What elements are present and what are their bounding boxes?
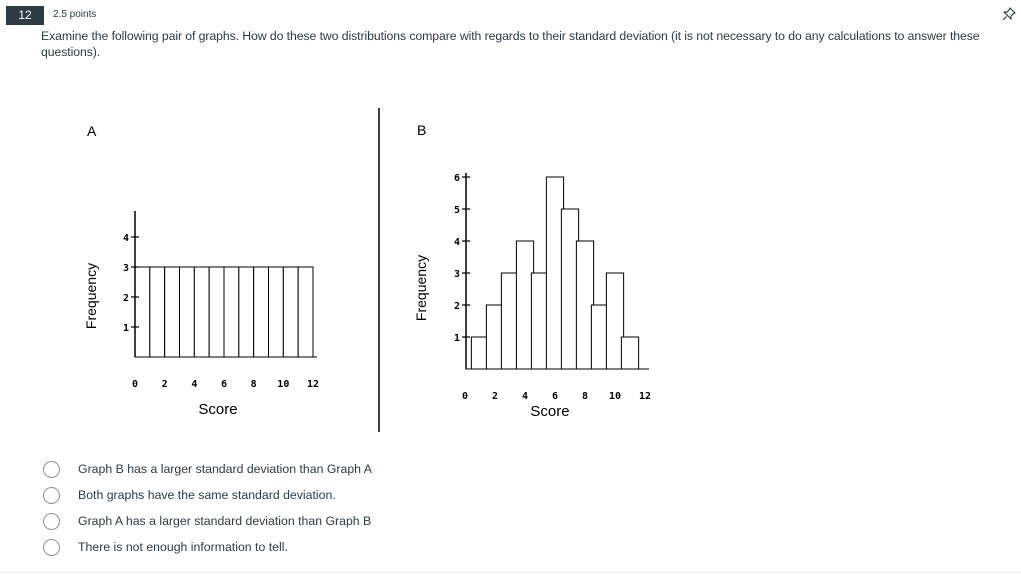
- chart-b-ylabel: Frequency: [413, 254, 429, 322]
- chart-b-title: B: [417, 122, 427, 138]
- chart-a-y-tick-label: 2: [122, 293, 129, 304]
- chart-a-bar: [135, 267, 150, 357]
- radio-circle-icon[interactable]: [43, 487, 60, 504]
- radio-circle-icon[interactable]: [43, 513, 60, 530]
- chart-b-y-tick-label: 4: [453, 237, 460, 248]
- chart-a-ylabel: Frequency: [83, 262, 99, 330]
- question-number: 12: [6, 6, 44, 25]
- answer-label: Graph B has a larger standard deviation than Graph A: [78, 462, 372, 476]
- chart-a-x-tick-label: 0: [131, 379, 139, 390]
- chart-a-bar: [239, 267, 254, 357]
- chart-b-y-tick-label: 2: [453, 301, 460, 312]
- chart-a-x-tick-label: 2: [161, 379, 168, 390]
- chart-a-bar: [165, 267, 180, 357]
- chart-b-xlabel: Score: [530, 403, 570, 420]
- chart-b-y-tick-label: 3: [453, 269, 460, 280]
- pin-icon[interactable]: [1001, 6, 1017, 22]
- answer-option[interactable]: [40, 456, 460, 482]
- chart-a-bar: [150, 267, 165, 357]
- chart-a-bar: [283, 267, 298, 357]
- chart-a-bar: [209, 267, 224, 357]
- chart-a-bar: [269, 267, 284, 357]
- chart-a-x-tick-label: 12: [306, 379, 320, 390]
- chart-a-x-tick-label: 10: [277, 379, 290, 390]
- answer-option[interactable]: [40, 482, 460, 508]
- histogram-figure: [60, 98, 700, 443]
- chart-b-x-tick-label: 2: [491, 391, 499, 402]
- chart-a-bar: [254, 267, 269, 357]
- chart-b-x-tick-label: 0: [461, 391, 469, 402]
- chart-b-y-tick-label: 6: [453, 173, 460, 184]
- answer-option[interactable]: [40, 508, 460, 534]
- question-points: 2.5 points: [53, 9, 97, 20]
- chart-b-x-tick-label: 10: [608, 391, 622, 402]
- chart-a-bar: [180, 267, 195, 357]
- answer-label: Both graphs have the same standard deviation.: [78, 488, 336, 502]
- chart-a-y-tick-label: 1: [122, 323, 129, 334]
- question-text: Examine the following pair of graphs. How do these two distributions compare with regards to their standard deviation (it is not necessary to do any calculations to answer these questions).: [41, 29, 980, 59]
- chart-b-x-tick-label: 4: [521, 391, 529, 402]
- chart-b-x-tick-label: 8: [581, 391, 589, 402]
- answer-label: Graph A has a larger standard deviation than Graph B: [78, 514, 372, 528]
- radio-circle-icon[interactable]: [43, 461, 60, 478]
- chart-b-x-tick-label: 6: [551, 391, 559, 402]
- radio-circle-icon[interactable]: [43, 539, 60, 556]
- chart-a-bar: [224, 267, 239, 357]
- chart-a-bar: [298, 267, 313, 357]
- chart-a-x-tick-label: 6: [220, 379, 228, 390]
- chart-a-x-tick-label: 8: [250, 379, 257, 390]
- chart-b-x-tick-label: 12: [638, 391, 652, 402]
- answer-label: There is not enough information to tell.: [78, 540, 288, 554]
- chart-a-xlabel: Score: [198, 401, 238, 418]
- chart-b-bar: [621, 337, 638, 369]
- chart-b-y-tick-label: 5: [453, 205, 460, 216]
- chart-a-bar: [194, 267, 209, 357]
- chart-a-x-tick-label: 4: [191, 379, 198, 390]
- chart-a-y-tick-label: 3: [122, 263, 129, 274]
- answer-option[interactable]: [40, 534, 460, 560]
- chart-a-title: A: [87, 123, 97, 139]
- answer-list: [40, 456, 460, 560]
- footer-divider: [0, 572, 1021, 573]
- chart-a-y-tick-label: 4: [122, 233, 129, 244]
- chart-b-y-tick-label: 1: [453, 333, 460, 344]
